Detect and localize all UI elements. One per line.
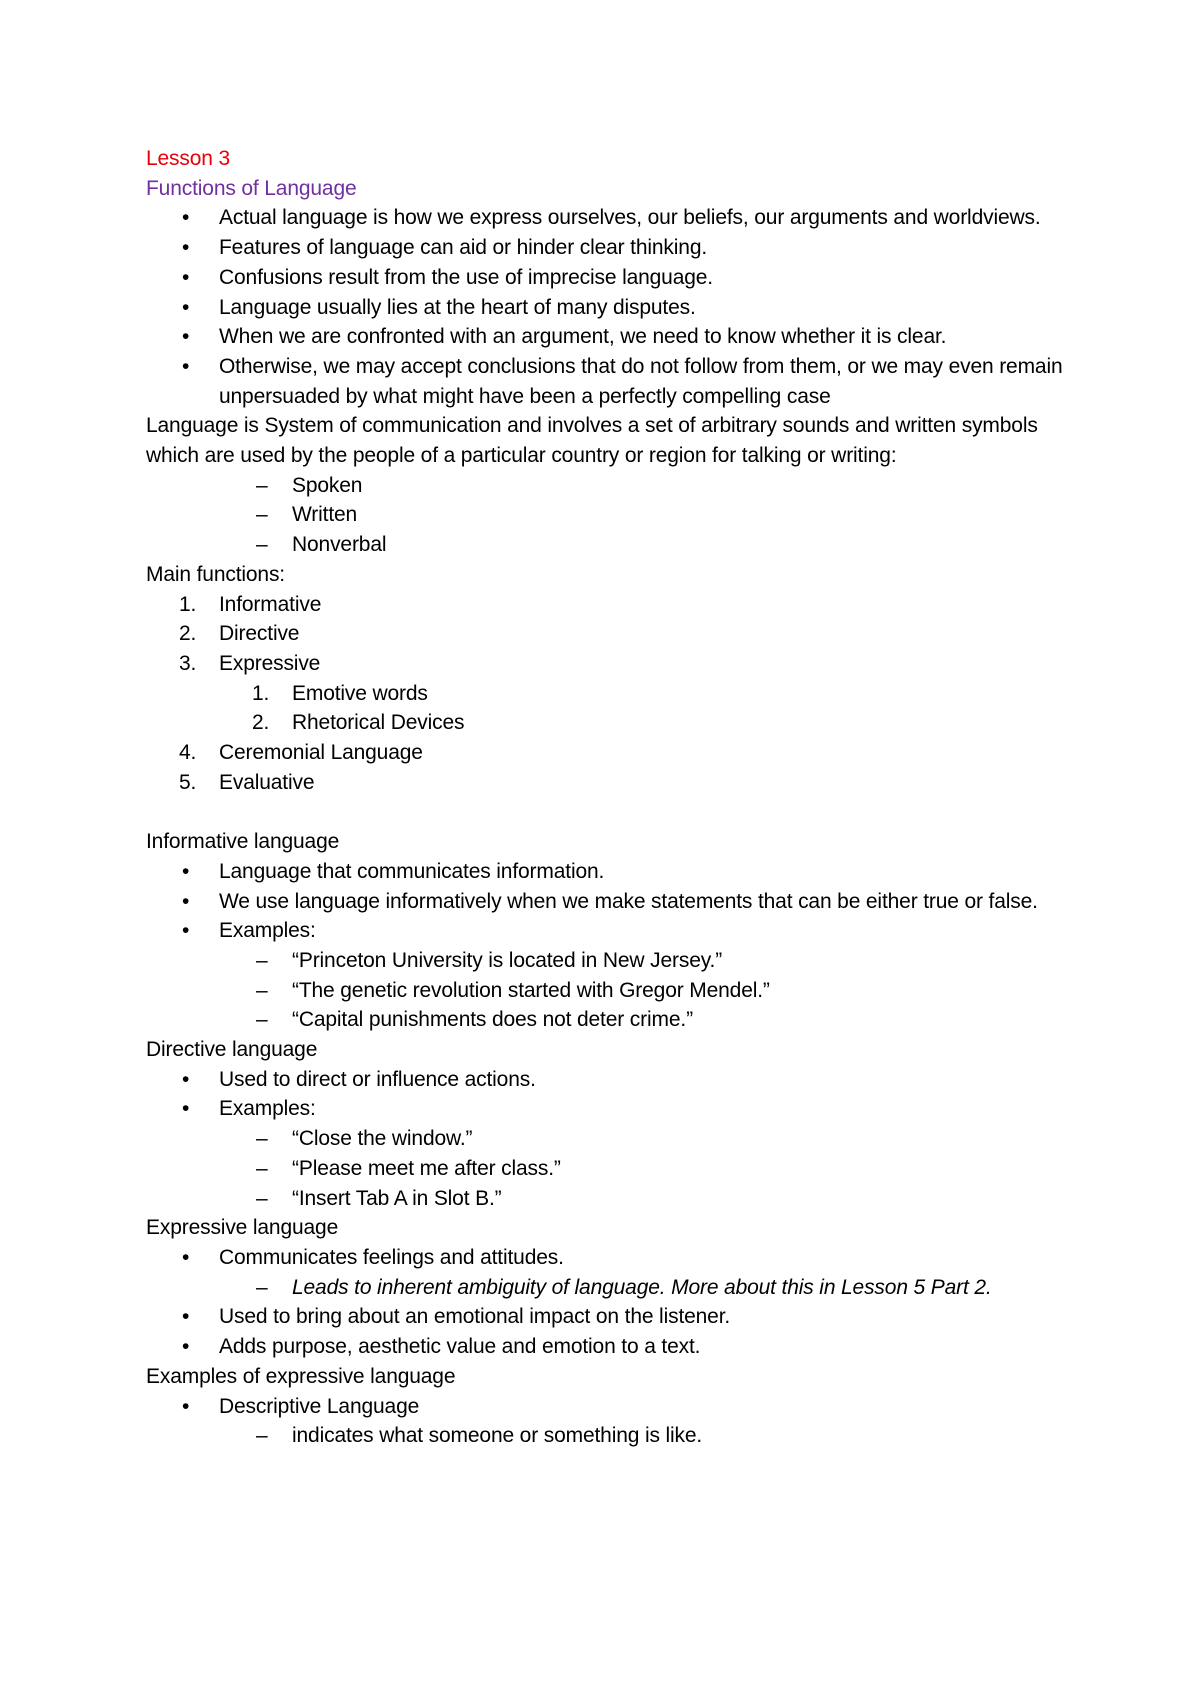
definition-paragraph: Language is System of communication and involves a set of arbitrary sounds and written symbols which are used by the people of a particular country or region for talking or writing:: [146, 414, 1038, 468]
numbered-text: Emotive words: [292, 681, 428, 705]
numbered-text: Directive: [219, 622, 300, 646]
number-marker: 1.: [252, 681, 270, 705]
dash-text: “Capital punishments does not deter crime.”: [292, 1008, 693, 1032]
bullet-marker: •: [182, 325, 190, 349]
bullet-marker: •: [182, 295, 190, 319]
bullet-text: Actual language is how we express ourselves, our beliefs, our arguments and worldviews.: [219, 206, 1041, 230]
bullet-marker: •: [182, 1394, 190, 1418]
informative-heading: Informative language: [146, 830, 340, 854]
dash-text: “The genetic revolution started with Gregor Mendel.”: [292, 978, 770, 1002]
bullet-text: Confusions result from the use of imprecise language.: [219, 265, 713, 289]
dash-text: “Princeton University is located in New Jersey.”: [292, 948, 723, 972]
bullet-item: [146, 322, 1076, 352]
dash-marker: –: [256, 1275, 268, 1299]
dash-item: [146, 976, 1076, 1006]
numbered-text: Informative: [219, 592, 322, 616]
bullet-text: Otherwise, we may accept conclusions that do not follow from them, or we may even remain unpersuaded by what might have been a perfectly compelling case: [219, 354, 1063, 408]
numbered-text: Evaluative: [219, 770, 315, 794]
dash-item: [146, 530, 1076, 560]
bullet-text: Language usually lies at the heart of many disputes.: [219, 295, 696, 319]
section-title: Functions of Language: [146, 176, 357, 200]
bullet-text: When we are confronted with an argument, we need to know whether it is clear.: [219, 325, 947, 349]
bullet-text: Descriptive Language: [219, 1394, 420, 1418]
dash-marker: –: [256, 1156, 268, 1180]
dash-text: indicates what someone or something is like.: [292, 1424, 703, 1448]
dash-marker: –: [256, 1424, 268, 1448]
numbered-item: [146, 768, 1076, 798]
dash-marker: –: [256, 978, 268, 1002]
bullet-marker: •: [182, 919, 190, 943]
bullet-item: [146, 1065, 1076, 1095]
sub-numbered-item: [146, 708, 1076, 738]
sub-numbered-item: [146, 679, 1076, 709]
bullet-marker: •: [182, 1097, 190, 1121]
lesson-title: Lesson 3: [146, 147, 231, 170]
bullet-item: [146, 233, 1076, 263]
bullet-marker: •: [182, 859, 190, 883]
number-marker: 2.: [179, 622, 197, 646]
dash-marker: –: [256, 948, 268, 972]
dash-item: [146, 1421, 1076, 1451]
bullet-text: We use language informatively when we make statements that can be either true or false.: [219, 889, 1038, 913]
bullet-marker: •: [182, 265, 190, 289]
number-marker: 4.: [179, 741, 197, 765]
bullet-marker: •: [182, 354, 190, 378]
number-marker: 3.: [179, 651, 197, 675]
directive-heading: Directive language: [146, 1038, 318, 1062]
dash-item: [146, 1184, 1076, 1214]
dash-item: [146, 471, 1076, 501]
bullet-item: [146, 352, 1076, 411]
dash-item: [146, 1154, 1076, 1184]
numbered-text: Ceremonial Language: [219, 741, 423, 765]
dash-marker: –: [256, 1186, 268, 1210]
number-marker: 5.: [179, 770, 197, 794]
bullet-marker: •: [182, 1335, 190, 1359]
bullet-item: [146, 1302, 1076, 1332]
bullet-item: [146, 916, 1076, 946]
document-page: [146, 144, 1076, 1451]
dash-text: Spoken: [292, 473, 363, 497]
numbered-item: [146, 619, 1076, 649]
dash-marker: –: [256, 1127, 268, 1151]
numbered-item: [146, 738, 1076, 768]
dash-text: “Please meet me after class.”: [292, 1156, 561, 1180]
bullet-item: [146, 1332, 1076, 1362]
bullet-item: [146, 203, 1076, 233]
bullet-item: [146, 293, 1076, 323]
dash-item: [146, 500, 1076, 530]
bullet-text: Language that communicates information.: [219, 859, 605, 883]
numbered-text: Rhetorical Devices: [292, 711, 465, 735]
numbered-item: [146, 590, 1076, 620]
spacer: [146, 797, 1076, 827]
bullet-item: [146, 263, 1076, 293]
dash-item: [146, 1124, 1076, 1154]
dash-text: “Close the window.”: [292, 1127, 473, 1151]
dash-text: Nonverbal: [292, 533, 387, 557]
bullet-marker: •: [182, 1246, 190, 1269]
bullet-text: Examples:: [219, 1097, 316, 1121]
dash-text: “Insert Tab A in Slot B.”: [292, 1186, 502, 1210]
bullet-text: Used to bring about an emotional impact on the listener.: [219, 1305, 731, 1329]
bullet-text: Features of language can aid or hinder clear thinking.: [219, 236, 708, 260]
dash-item: [146, 946, 1076, 976]
numbered-text: Expressive: [219, 651, 321, 675]
italic-note: Leads to inherent ambiguity of language. More about this in Lesson 5 Part 2.: [292, 1275, 992, 1299]
bullet-item: [146, 1094, 1076, 1124]
expressive-examples-heading: Examples of expressive language: [146, 1364, 456, 1388]
bullet-text: Communicates feelings and attitudes.: [219, 1246, 564, 1269]
bullet-marker: •: [182, 206, 190, 230]
bullet-text: Used to direct or influence actions.: [219, 1067, 536, 1091]
dash-text: Written: [292, 503, 358, 527]
number-marker: 2.: [252, 711, 270, 735]
dash-marker: –: [256, 1008, 268, 1032]
dash-item: [146, 1273, 1076, 1303]
dash-marker: –: [256, 503, 268, 527]
expressive-heading: Expressive language: [146, 1216, 339, 1240]
bullet-item: [146, 1392, 1076, 1422]
numbered-item: [146, 649, 1076, 679]
bullet-text: Adds purpose, aesthetic value and emotion to a text.: [219, 1335, 701, 1359]
bullet-marker: •: [182, 236, 190, 260]
bullet-marker: •: [182, 1305, 190, 1329]
bullet-text: Examples:: [219, 919, 316, 943]
bullet-marker: •: [182, 1067, 190, 1091]
dash-marker: –: [256, 533, 268, 557]
dash-item: [146, 1005, 1076, 1035]
main-functions-heading: Main functions:: [146, 562, 285, 586]
number-marker: 1.: [179, 592, 197, 616]
bullet-item: [146, 1243, 1076, 1273]
bullet-item: [146, 857, 1076, 887]
bullet-marker: •: [182, 889, 190, 913]
bullet-item: [146, 887, 1076, 917]
dash-marker: –: [256, 473, 268, 497]
